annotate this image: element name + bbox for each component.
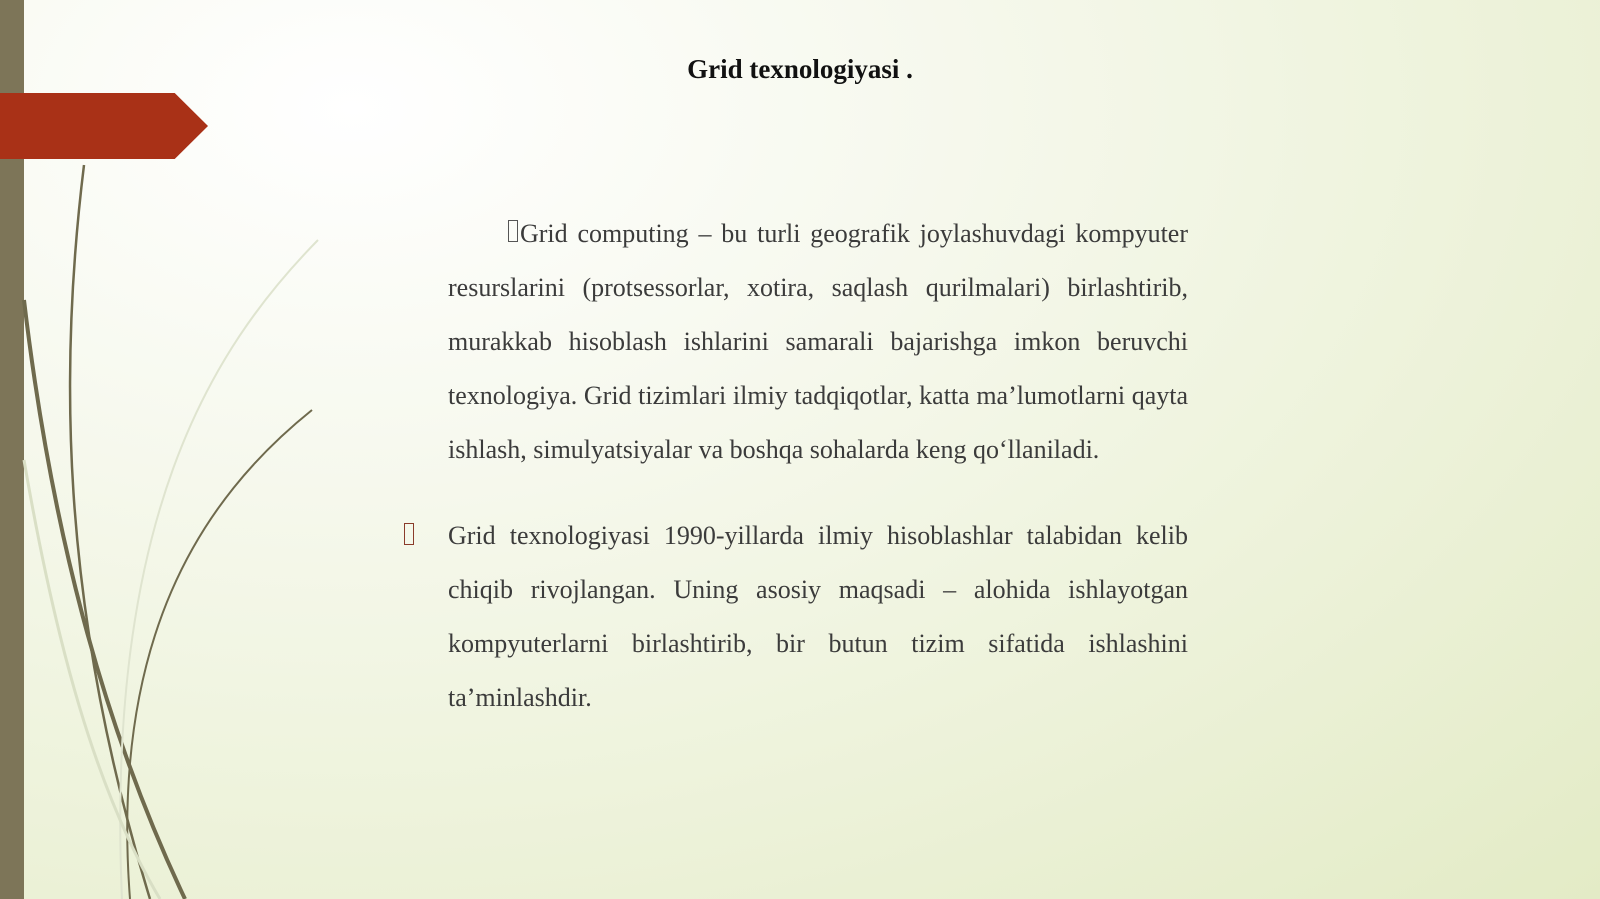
square-bullet-icon (404, 523, 414, 545)
paragraph-2 (448, 509, 1188, 725)
paragraph-1 (448, 207, 1188, 477)
paragraph-1-text: Grid computing – bu turli geografik joylashuvdagi kompyuter resurslarini (protsessorlar, xotira, saqlash qurilmalari) birlashtirib, murakkab hisoblash ishlarini samarali bajarishga imkon beruvchi texnologiya. Grid tizimlari ilmiy tadqiqotlar, katta ma’lumotlarni qayta ishlash, simulyatsiyalar va boshqa sohalarda keng qo‘llaniladi. (448, 219, 1188, 464)
grass-curve-4 (120, 240, 318, 899)
grass-curve-1 (24, 300, 185, 899)
slide-title: Grid texnologiyasi . (687, 54, 913, 84)
grass-curve-5 (24, 460, 160, 899)
square-bullet-icon (508, 220, 518, 242)
grass-curve-3 (127, 410, 312, 899)
decorative-grass-curves (0, 0, 330, 899)
paragraph-2-text: Grid texnologiyasi 1990-yillarda ilmiy hisoblashlar talabidan kelib chiqib rivojlangan. Uning asosiy maqsadi – alohida ishlayotgan kompyuterlarni birlashtirib, bir butun tizim sifatida ishlashini ta’minlashdir. (448, 521, 1188, 712)
slide-body (448, 207, 1188, 725)
